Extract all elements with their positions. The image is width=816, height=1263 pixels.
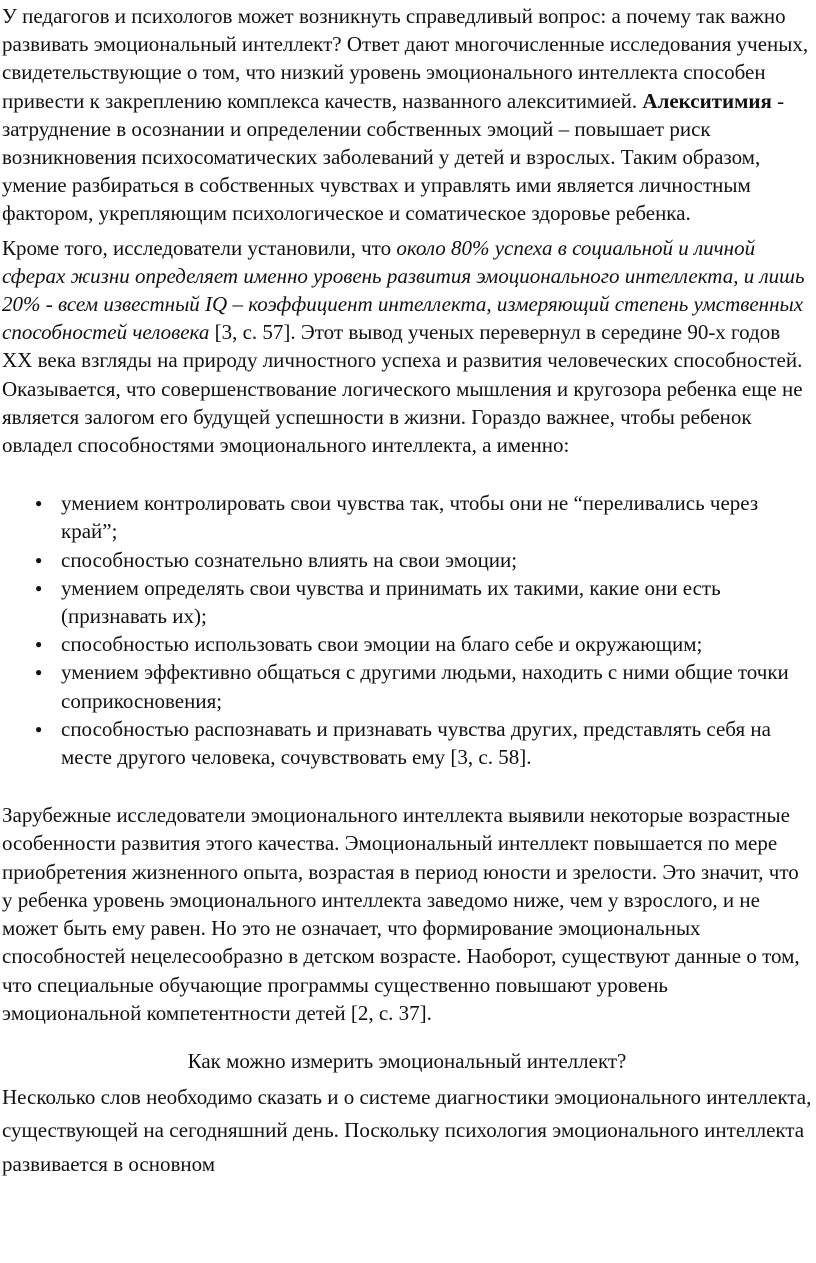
bullet-icon: ● xyxy=(35,665,43,680)
paragraph1-part1: У педагогов и психологов может возникнуть справедливый вопрос: а почему так важно развивать эмоциональный интеллект? Ответ дают многочисленные исследования ученых, свидетельствующие о том, что низкий уровень эмоционального интеллекта способен привести к закреплению комплекса качеств, названного алекситимией. xyxy=(2,4,809,113)
bullet-icon: ● xyxy=(35,721,43,736)
paragraph-diagnostics: Несколько слов необходимо сказать и о системе диагностики эмоционального интеллекта, существующей на сегодняшний день. Поскольку психология эмоционального интеллекта развивается в основном xyxy=(2,1085,812,1176)
list-item-text: способностью сознательно влиять на свои эмоции; xyxy=(61,547,518,572)
list-item xyxy=(35,489,812,545)
paragraph-alexithymia xyxy=(2,2,812,228)
paragraph2-italic-quote: около 80% успеха в социальной и личной сферах жизни определяет именно уровень развития эмоционального интеллекта, и лишь 20% - всем известный IQ – коэффициент интеллекта, измеряющий степень умственных способностей человека xyxy=(2,235,805,345)
term-alexithymia: Алекситимия xyxy=(642,88,772,113)
list-item-text: способностью использовать свои эмоции на благо себе и окружающим; xyxy=(61,632,703,657)
bullet-icon: ● xyxy=(35,580,43,595)
paragraph1-part2: - затруднение в осознании и определении собственных эмоций – повышает риск возникновения психосоматических заболеваний у детей и взрослых. Таким образом, умение разбираться в собственных чувствах и управлять ими является личностным фактором, укрепляющим психологическое и соматическое здоровье ребенка. xyxy=(2,88,785,226)
bullet-icon: ● xyxy=(35,496,43,511)
list-item xyxy=(35,574,812,630)
list-item xyxy=(35,546,812,574)
bullet-icon: ● xyxy=(35,637,43,652)
list-item-text: способностью распознавать и признавать чувства других, представлять себя на месте другого человека, сочувствовать ему [3, с. 58]. xyxy=(61,716,771,770)
bullet-icon: ● xyxy=(35,552,43,567)
paragraph-research-findings xyxy=(2,234,812,460)
list-item-text: умением эффективно общаться с другими людьми, находить с ними общие точки соприкосновения; xyxy=(61,660,789,713)
abilities-list xyxy=(2,489,812,771)
list-item xyxy=(35,630,812,658)
section-heading: Как можно измерить эмоциональный интеллект? xyxy=(187,1048,627,1073)
paragraph-age-features: Зарубежные исследователи эмоционального интеллекта выявили некоторые возрастные особенности развития этого качества. Эмоциональный интеллект повышается по мере приобретения жизненного опыта, возрастая в период юности и зрелости. Это значит, что у ребенка уровень эмоционального интеллекта заведомо ниже, чем у взрослого, и не может быть ему равен. Но это не означает, что формирование эмоциональных способностей нецелесообразно в детском возрасте. Наоборот, существуют данные о том, что специальные обучающие программы существенно повышают уровень эмоциональной компетентности детей [2, с. 37]. xyxy=(2,803,800,1025)
list-item-text: умением определять свои чувства и принимать их такими, какие они есть (признавать их); xyxy=(61,575,721,629)
list-item-text: умением контролировать свои чувства так, чтобы они не “переливались через край”; xyxy=(61,491,759,544)
list-item xyxy=(35,715,812,771)
paragraph2-lead: Кроме того, исследователи установили, что xyxy=(2,235,397,260)
paragraph2-rest: [3, с. 57]. Этот вывод ученых перевернул в середине 90-х годов XX века взгляды на природу личностного успеха и развития человеческих способностей. Оказывается, что совершенствование логического мышления и кругозора ребенка еще не является залогом его будущей успешности в жизни. Гораздо важнее, чтобы ребенок овладел способностями эмоционального интеллекта, а именно: xyxy=(2,320,803,458)
list-item xyxy=(35,658,812,714)
